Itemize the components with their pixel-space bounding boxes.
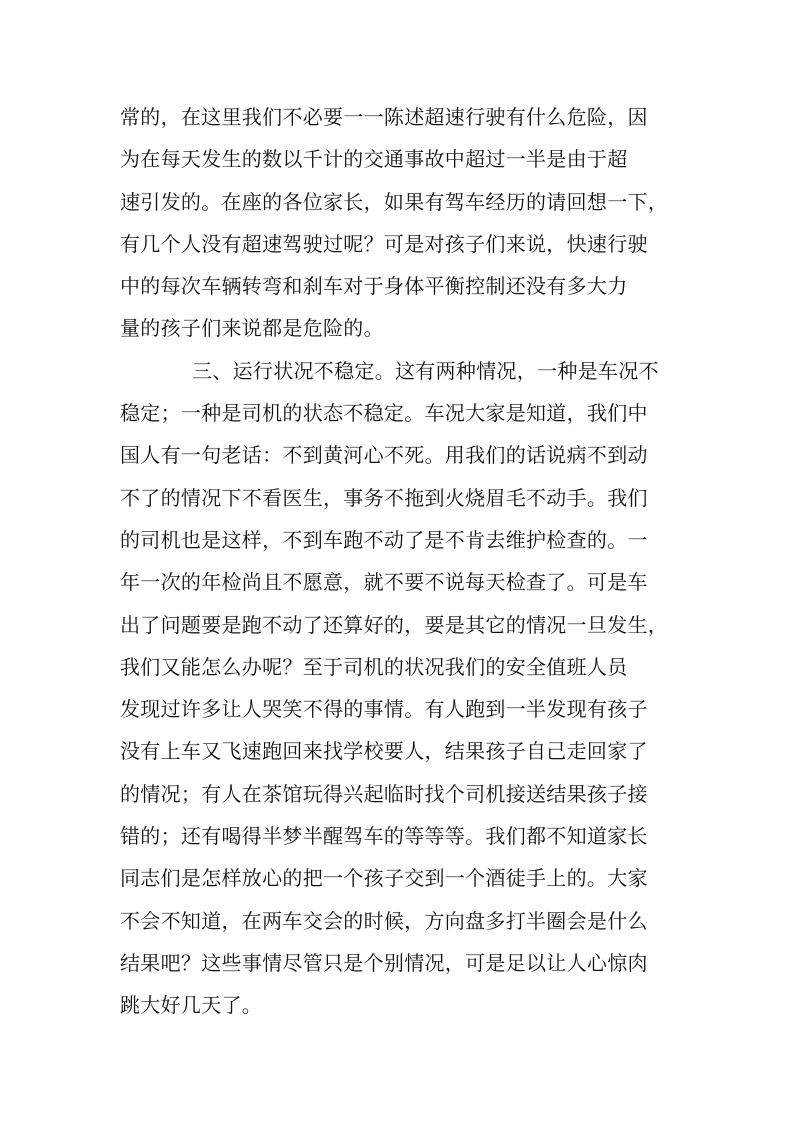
text-line: 跳大好几天了。: [120, 993, 263, 1018]
text-line: 常的，在这里我们不必要一一陈述超速行驶有什么危险，因: [120, 105, 648, 129]
text-line: 不了的情况下不看医生，事务不拖到火烧眉毛不动手。我们: [120, 485, 648, 510]
text-line: 为在每天发生的数以千计的交通事故中超过一半是由于超: [120, 147, 628, 172]
text-line: 年一次的年检尚且不愿意，就不要不说每天检查了。可是车: [120, 570, 648, 595]
text-line: 有几个人没有超速驾驶过呢？可是对孩子们来说，快速行驶: [120, 231, 648, 256]
text-line: 的情况；有人在茶馆玩得兴起临时找个司机接送结果孩子接: [120, 781, 648, 806]
text-line: 没有上车又飞速跑回来找学校要人，结果孩子自己走回家了: [120, 739, 648, 764]
text-line: 稳定；一种是司机的状态不稳定。车况大家是知道，我们中: [120, 401, 648, 426]
body-text: [120, 96, 680, 1027]
text-line: 发现过许多让人哭笑不得的事情。有人跑到一半发现有孩子: [120, 697, 648, 722]
text-line: 结果吧？这些事情尽管只是个别情况，可是足以让人心惊肉: [120, 950, 648, 975]
text-line: 国人有一句老话：不到黄河心不死。用我们的话说病不到动: [120, 443, 648, 468]
text-line: 中的每次车辆转弯和刹车对于身体平衡控制还没有多大力: [120, 274, 628, 299]
paragraph-start-line: 三、运行状况不稳定。这有两种情况，一种是车况不: [192, 358, 659, 383]
text-line: 同志们是怎样放心的把一个孩子交到一个酒徒手上的。大家: [120, 866, 648, 891]
text-line: 的司机也是这样，不到车跑不动了是不肯去维护检查的。一: [120, 527, 648, 552]
text-line: 不会不知道，在两车交会的时候，方向盘多打半圈会是什么: [120, 908, 648, 933]
text-line: 速引发的。在座的各位家长，如果有驾车经历的请回想一下，: [120, 189, 669, 214]
text-line: 量的孩子们来说都是危险的。: [120, 316, 384, 341]
text-line: 错的；还有喝得半梦半醒驾车的等等等。我们都不知道家长: [120, 824, 648, 849]
text-line: 我们又能怎么办呢？至于司机的状况我们的安全值班人员: [120, 654, 628, 679]
text-line: 出了问题要是跑不动了还算好的，要是其它的情况一旦发生，: [120, 612, 669, 637]
